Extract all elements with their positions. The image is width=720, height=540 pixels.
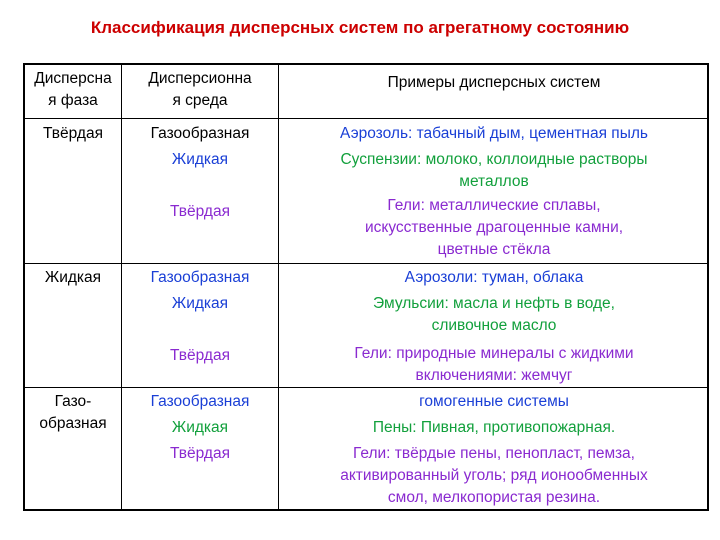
classification-table (23, 63, 709, 511)
row-divider (25, 263, 707, 264)
example-aerosol: Аэрозоли: туман, облака (404, 269, 584, 286)
medium-liquid: Жидкая (171, 151, 229, 168)
example-foam: Пены: Пивная, противопожарная. (372, 419, 616, 436)
medium-liquid: Жидкая (171, 419, 229, 436)
medium-gas: Газообразная (150, 393, 250, 410)
medium-solid: Твёрдая (170, 445, 230, 462)
example-aerosol: Аэрозоль: табачный дым, цементная пыль (340, 125, 648, 142)
example-gel: Гели: твёрдые пены, пенопласт, пемза, активированный уголь; ряд ионообменных смол, мелкопористая резина. (340, 445, 648, 506)
example-gel: Гели: металлические сплавы, искусственные драгоценные камни, цветные стёкла (364, 197, 624, 258)
example-homogeneous: гомогенные системы (419, 393, 569, 410)
row-phase-gas: Газо- образная (39, 393, 107, 432)
page-title: Классификация дисперсных систем по агрегатному состоянию (90, 18, 630, 37)
header-dispersion-medium: Дисперсионна я среда (148, 70, 252, 109)
medium-solid: Твёрдая (170, 203, 230, 220)
medium-gas: Газообразная (150, 269, 250, 286)
row-phase-solid: Твёрдая (43, 125, 103, 142)
medium-solid: Твёрдая (170, 347, 230, 364)
example-suspension: Суспензии: молоко, коллоидные растворы металлов (340, 151, 648, 190)
medium-gas: Газообразная (150, 125, 250, 142)
header-examples: Примеры дисперсных систем (387, 74, 601, 91)
row-phase-liquid: Жидкая (44, 269, 102, 286)
row-divider (25, 387, 707, 388)
header-dispersed-phase: Дисперсна я фаза (34, 70, 112, 109)
example-emulsion: Эмульсии: масла и нефть в воде, сливочное масло (373, 295, 615, 334)
medium-liquid: Жидкая (171, 295, 229, 312)
example-gel: Гели: природные минералы с жидкими включениями: жемчуг (354, 345, 634, 384)
row-divider (25, 118, 707, 119)
